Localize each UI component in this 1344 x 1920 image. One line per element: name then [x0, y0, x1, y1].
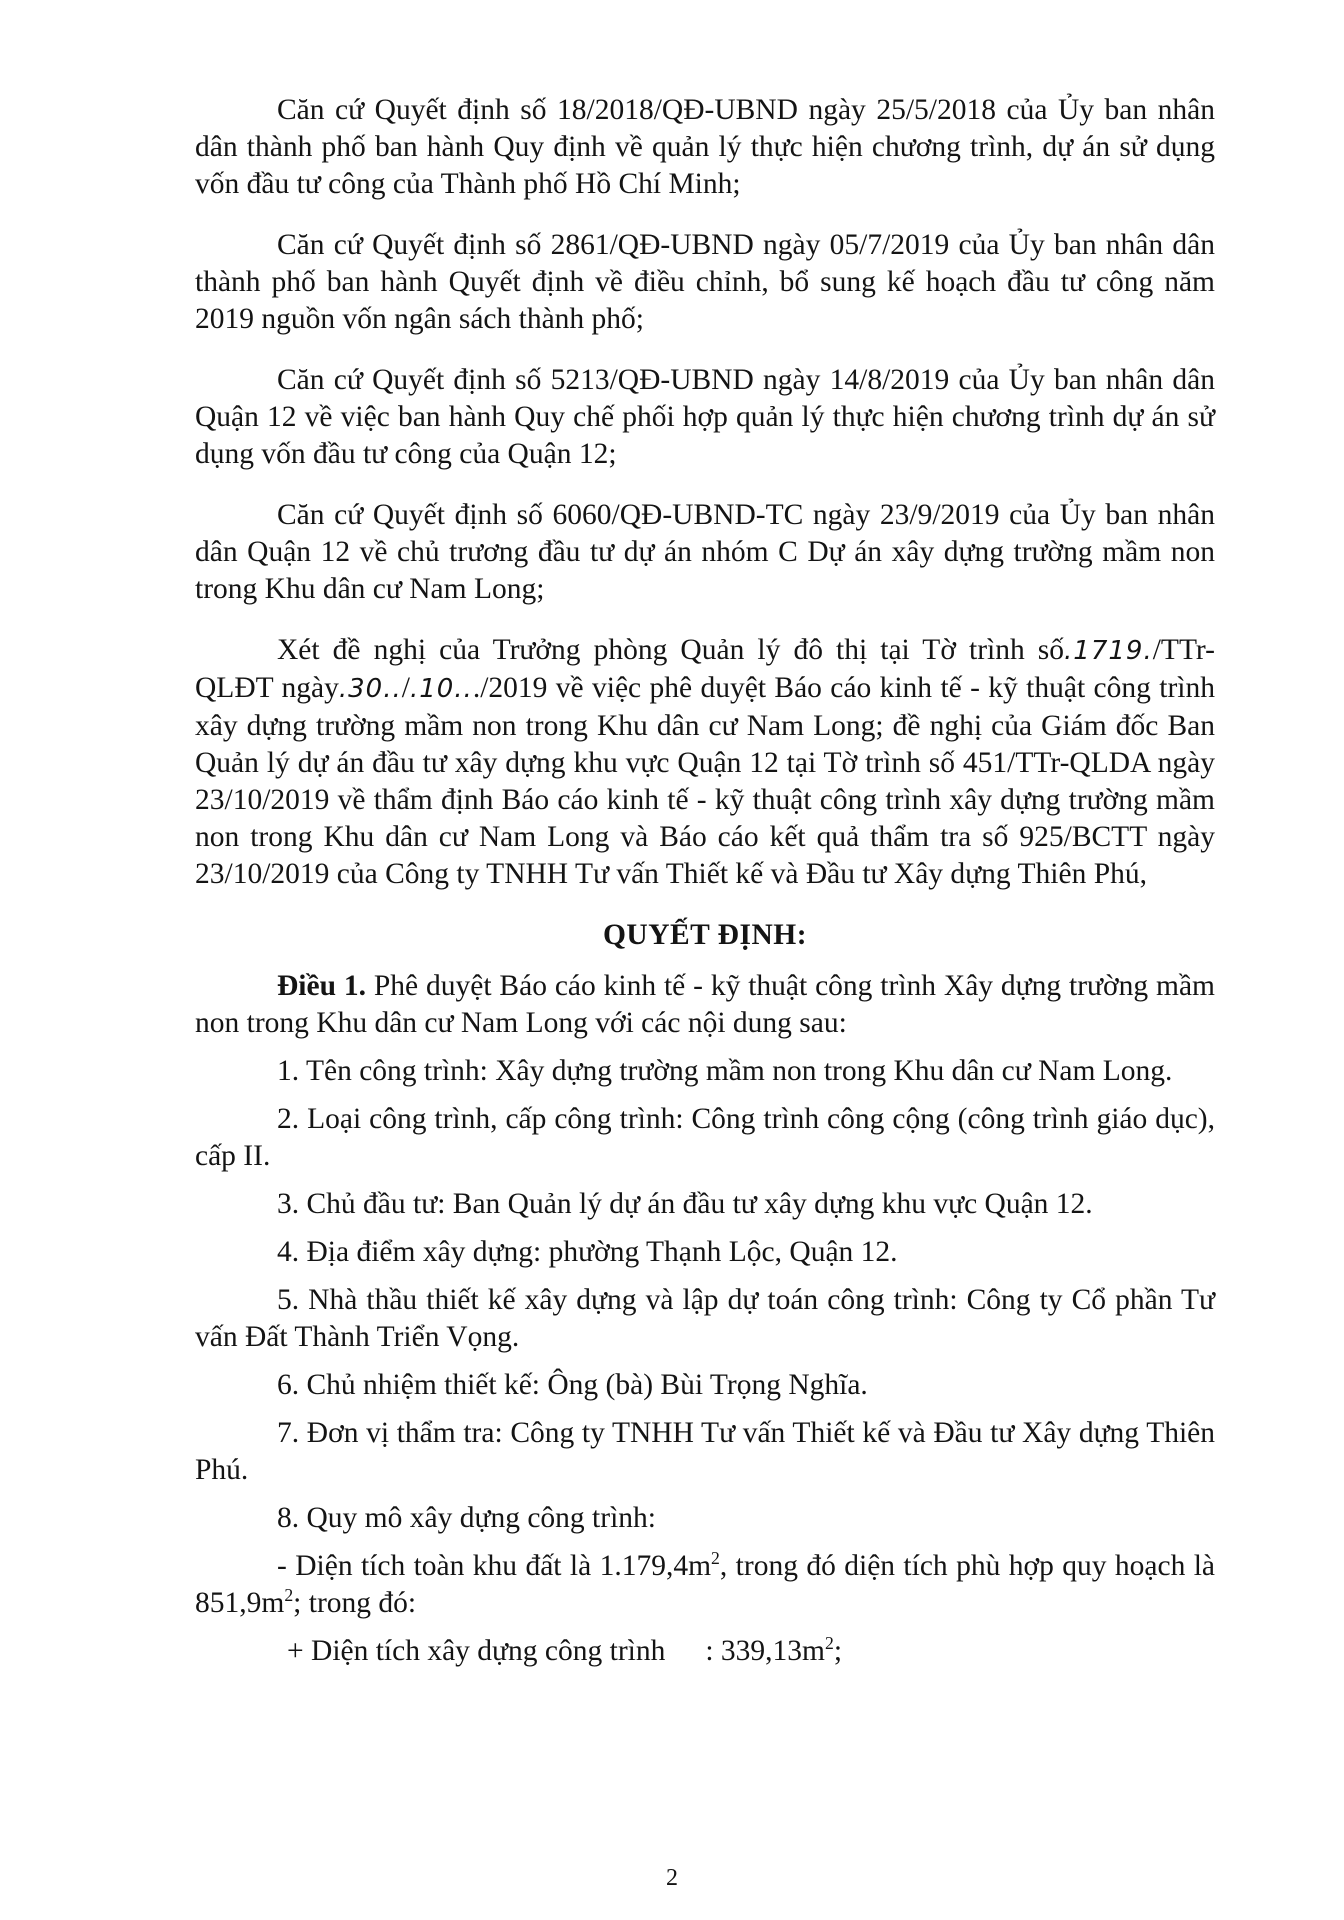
- building-area-line: [195, 1633, 1215, 1670]
- legal-basis-paragraph: Căn cứ Quyết định số 6060/QĐ-UBND-TC ngày 23/9/2019 của Ủy ban nhân dân Quận 12 về chủ trương đầu tư dự án nhóm C Dự án xây dựng trường mầm non trong Khu dân cư Nam Long;: [195, 499, 1215, 605]
- item-text: Nhà thầu thiết kế xây dựng và lập dự toán công trình: Công ty Cổ phần Tư vấn Đất Thành Triển Vọng.: [195, 1284, 1215, 1353]
- item-number: 2.: [277, 1103, 300, 1135]
- item-text: Chủ nhiệm thiết kế: Ông (bà) Bùi Trọng Nghĩa.: [299, 1369, 868, 1401]
- article-1: [195, 968, 1215, 1042]
- superscript: 2: [711, 1548, 720, 1569]
- building-area-label: + Diện tích xây dựng công trình: [287, 1635, 666, 1667]
- item-number: 6.: [277, 1369, 300, 1401]
- item-text: Tên công trình: Xây dựng trường mầm non trong Khu dân cư Nam Long.: [299, 1055, 1173, 1087]
- building-area-value: : 339,13m: [705, 1635, 826, 1667]
- proposal-text: /TTr-QLĐT ngày: [195, 634, 1215, 704]
- list-item: [195, 1500, 1215, 1537]
- item-text: Quy mô xây dựng công trình:: [299, 1502, 656, 1534]
- list-item: [195, 1101, 1215, 1175]
- area-paragraph: [195, 1548, 1215, 1622]
- handwritten-number: .1719.: [1064, 636, 1153, 666]
- item-number: 8.: [277, 1502, 300, 1534]
- list-item: [195, 1053, 1215, 1090]
- item-text: Địa điểm xây dựng: phường Thạnh Lộc, Quận 12.: [299, 1236, 898, 1268]
- article-text: Phê duyệt Báo cáo kinh tế - kỹ thuật công trình Xây dựng trường mầm non trong Khu dân cư Nam Long với các nội dung sau:: [195, 970, 1216, 1039]
- superscript: 2: [825, 1633, 834, 1654]
- date-separator: /: [401, 672, 410, 704]
- list-item: [195, 1282, 1215, 1356]
- legal-basis-paragraph: Căn cứ Quyết định số 2861/QĐ-UBND ngày 05/7/2019 của Ủy ban nhân dân thành phố ban hành Quyết định về điều chỉnh, bổ sung kế hoạch đầu tư công năm 2019 nguồn vốn ngân sách thành phố;: [195, 229, 1215, 335]
- item-number: 7.: [277, 1417, 300, 1449]
- proposal-paragraph: [195, 632, 1215, 893]
- document-page: [195, 92, 1215, 1670]
- proposal-text: Xét đề nghị của Trưởng phòng Quản lý đô thị tại Tờ trình số: [277, 634, 1065, 666]
- item-text: Chủ đầu tư: Ban Quản lý dự án đầu tư xây dựng khu vực Quận 12.: [299, 1188, 1093, 1220]
- item-number: 4.: [277, 1236, 300, 1268]
- list-item: [195, 1415, 1215, 1489]
- area-text: , trong đó diện tích phù hợp quy hoạch là 851,9m: [195, 1550, 1216, 1619]
- building-area-end: ;: [833, 1635, 843, 1667]
- handwritten-month: .10..: [409, 674, 473, 704]
- area-text: - Diện tích toàn khu đất là 1.179,4m: [277, 1550, 712, 1582]
- area-text: ; trong đó:: [293, 1587, 417, 1619]
- item-text: Đơn vị thẩm tra: Công ty TNHH Tư vấn Thiết kế và Đầu tư Xây dựng Thiên Phú.: [195, 1417, 1215, 1486]
- decision-title: QUYẾT ĐỊNH:: [602, 919, 808, 951]
- list-item: [195, 1367, 1215, 1404]
- article-label: Điều 1.: [277, 970, 367, 1002]
- handwritten-day: .30..: [338, 674, 402, 704]
- superscript: 2: [284, 1585, 294, 1606]
- legal-basis-paragraph: Căn cứ Quyết định số 18/2018/QĐ-UBND ngày 25/5/2018 của Ủy ban nhân dân thành phố ban hành Quy định về quản lý thực hiện chương trình, dự án sử dụng vốn đầu tư công của Thành phố Hồ Chí Minh;: [195, 94, 1215, 200]
- legal-basis-paragraph: Căn cứ Quyết định số 5213/QĐ-UBND ngày 14/8/2019 của Ủy ban nhân dân Quận 12 về việc ban hành Quy chế phối hợp quản lý thực hiện chương trình dự án sử dụng vốn đầu tư công của Quận 12;: [195, 364, 1215, 470]
- list-item: [195, 1186, 1215, 1223]
- proposal-text: ./2019 về việc phê duyệt Báo cáo kinh tế - kỹ thuật công trình xây dựng trường mầm non trong Khu dân cư Nam Long; đề nghị của Giám đốc Ban Quản lý dự án đầu tư xây dựng khu vực Quận 12 tại Tờ trình số 451/TTr-QLDA ngày 23/10/2019 về thẩm định Báo cáo kinh tế - kỹ thuật công trình xây dựng trường mầm non trong Khu dân cư Nam Long và Báo cáo kết quả thẩm tra số 925/BCTT ngày 23/10/2019 của Công ty TNHH Tư vấn Thiết kế và Đầu tư Xây dựng Thiên Phú,: [195, 672, 1215, 890]
- item-number: 1.: [277, 1055, 300, 1087]
- page-number: 2: [666, 1865, 678, 1891]
- item-text: Loại công trình, cấp công trình: Công trình công cộng (công trình giáo dục), cấp II.: [195, 1103, 1215, 1172]
- item-number: 3.: [277, 1188, 300, 1220]
- item-number: 5.: [277, 1284, 300, 1316]
- list-item: [195, 1234, 1215, 1271]
